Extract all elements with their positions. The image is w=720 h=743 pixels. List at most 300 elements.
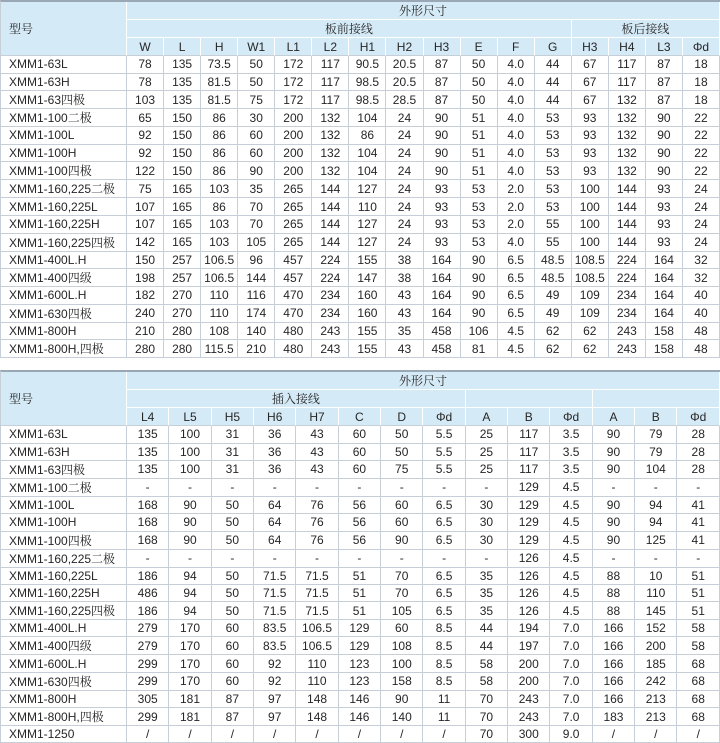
value-cell: 144	[312, 198, 349, 216]
value-cell: 150	[164, 145, 201, 163]
value-cell: 90	[461, 287, 498, 305]
table-row	[1, 74, 720, 92]
value-cell: 7.0	[550, 691, 592, 708]
table-row	[1, 673, 720, 691]
value-cell: 86	[201, 145, 238, 163]
value-cell: -	[212, 479, 254, 497]
value-cell: 94	[169, 602, 211, 620]
value-cell: 60	[339, 426, 381, 443]
value-cell: 224	[609, 252, 646, 270]
value-cell: 265	[275, 180, 312, 198]
value-cell: 172	[275, 74, 312, 92]
value-cell: 75	[238, 91, 275, 109]
value-cell: -	[381, 550, 423, 568]
value-cell: 35	[386, 323, 423, 341]
value-cell: 107	[127, 198, 164, 216]
col-header: W	[127, 38, 164, 56]
value-cell: 257	[164, 269, 201, 287]
value-cell: 2.0	[498, 216, 535, 234]
col-header: L5	[169, 408, 211, 426]
value-cell: 126	[508, 550, 550, 568]
value-cell: 64	[254, 514, 296, 531]
table-row	[1, 305, 720, 323]
value-cell: 257	[164, 252, 201, 270]
value-cell: -	[635, 550, 677, 568]
value-cell: 83.5	[254, 637, 296, 655]
value-cell: 68	[677, 673, 720, 691]
value-cell: 234	[609, 287, 646, 305]
value-cell: 50	[212, 585, 254, 602]
value-cell: 8.5	[423, 673, 465, 691]
value-cell: 117	[508, 426, 550, 443]
value-cell: 24	[386, 198, 423, 216]
value-cell: 299	[127, 673, 169, 691]
value-cell: 50	[212, 532, 254, 550]
value-cell: 51	[461, 145, 498, 163]
value-cell: 6.5	[423, 585, 465, 602]
value-cell: 35	[238, 180, 275, 198]
value-cell: -	[466, 479, 508, 497]
value-cell: 160	[349, 287, 386, 305]
value-cell: 152	[635, 620, 677, 637]
value-cell: 117	[609, 56, 646, 74]
value-cell: 51	[677, 585, 720, 602]
value-cell: 6.5	[498, 305, 535, 323]
value-cell: 4.5	[550, 585, 592, 602]
value-cell: 70	[238, 216, 275, 234]
value-cell: 170	[169, 637, 211, 655]
value-cell: 90	[381, 532, 423, 550]
value-cell: 35	[466, 602, 508, 620]
value-cell: 200	[275, 162, 312, 180]
col-header: B	[508, 408, 550, 426]
value-cell: 200	[635, 637, 677, 655]
value-cell: 58	[677, 620, 720, 637]
col-header: L1	[275, 38, 312, 56]
value-cell: 122	[127, 162, 164, 180]
value-cell: 4.5	[550, 532, 592, 550]
value-cell: 90.5	[349, 56, 386, 74]
value-cell: 83.5	[254, 620, 296, 637]
value-cell: 30	[466, 514, 508, 531]
value-cell: 90	[381, 691, 423, 708]
value-cell: 90	[461, 305, 498, 323]
value-cell: 116	[238, 287, 275, 305]
table-row	[1, 426, 720, 443]
value-cell: 50	[212, 497, 254, 514]
value-cell: 150	[127, 252, 164, 270]
outline-dimensions-table-plugin-wiring	[0, 370, 720, 743]
col-header: L3	[646, 38, 683, 56]
value-cell: 53	[461, 198, 498, 216]
value-cell: 4.0	[498, 145, 535, 163]
value-cell: 25	[466, 444, 508, 461]
value-cell: -	[423, 479, 465, 497]
value-cell: 108	[381, 637, 423, 655]
value-cell: 93	[646, 180, 683, 198]
value-cell: /	[127, 726, 169, 743]
value-cell: 6.5	[423, 568, 465, 585]
value-cell: 470	[275, 287, 312, 305]
value-cell: /	[254, 726, 296, 743]
table-row	[1, 568, 720, 585]
value-cell: 18	[683, 91, 720, 109]
value-cell: 243	[508, 691, 550, 708]
value-cell: 129	[339, 637, 381, 655]
value-cell: 90	[169, 532, 211, 550]
value-cell: 103	[127, 91, 164, 109]
value-cell: 6.5	[498, 252, 535, 270]
table-row	[1, 91, 720, 109]
col-header: G	[535, 38, 572, 56]
value-cell: 280	[164, 323, 201, 341]
value-cell: 243	[609, 340, 646, 358]
value-cell: 43	[386, 305, 423, 323]
value-cell: 210	[127, 323, 164, 341]
table-row	[1, 514, 720, 531]
value-cell: 129	[339, 620, 381, 637]
col-header: Φd	[677, 408, 720, 426]
value-cell: 79	[635, 444, 677, 461]
value-cell: 73.5	[201, 56, 238, 74]
value-cell: 200	[275, 127, 312, 145]
col-header: H3	[572, 38, 609, 56]
value-cell: 104	[349, 162, 386, 180]
value-cell: 3.5	[550, 426, 592, 443]
value-cell: 41	[677, 497, 720, 514]
value-cell: 4.0	[498, 109, 535, 127]
value-cell: 135	[164, 56, 201, 74]
value-cell: 100	[381, 655, 423, 672]
value-cell: 50	[461, 56, 498, 74]
value-cell: 242	[635, 673, 677, 691]
value-cell: 50	[212, 568, 254, 585]
model-cell: XMM1-100H	[1, 514, 127, 531]
value-cell: -	[169, 479, 211, 497]
value-cell: 90	[646, 162, 683, 180]
table-row	[1, 145, 720, 163]
table-row	[1, 726, 720, 743]
value-cell: 32	[683, 269, 720, 287]
value-cell: 457	[275, 269, 312, 287]
value-cell: 4.0	[498, 91, 535, 109]
value-cell: 170	[169, 620, 211, 637]
value-cell: 10	[635, 568, 677, 585]
value-cell: 3.5	[550, 444, 592, 461]
value-cell: 90	[593, 444, 635, 461]
value-cell: 50	[461, 74, 498, 92]
value-cell: 4.5	[550, 497, 592, 514]
value-cell: 129	[508, 514, 550, 531]
model-cell: XMM1-160,225L	[1, 568, 127, 585]
value-cell: 78	[127, 56, 164, 74]
value-cell: 115.5	[201, 340, 238, 358]
value-cell: 51	[461, 109, 498, 127]
value-cell: 5.5	[423, 426, 465, 443]
value-cell: 58	[466, 655, 508, 672]
value-cell: 103	[201, 180, 238, 198]
value-cell: 103	[201, 216, 238, 234]
value-cell: -	[593, 550, 635, 568]
value-cell: 51	[677, 602, 720, 620]
value-cell: 60	[212, 655, 254, 672]
value-cell: 24	[386, 145, 423, 163]
value-cell: 30	[238, 109, 275, 127]
model-cell: XMM1-63H	[1, 444, 127, 461]
value-cell: 48	[683, 323, 720, 341]
table-row	[1, 216, 720, 234]
value-cell: 6.5	[498, 269, 535, 287]
model-cell: XMM1-63四极	[1, 461, 127, 479]
value-cell: 30	[466, 532, 508, 550]
value-cell: 18	[683, 56, 720, 74]
value-cell: 117	[312, 56, 349, 74]
value-cell: 168	[127, 497, 169, 514]
value-cell: 146	[339, 708, 381, 726]
value-cell: 166	[593, 620, 635, 637]
value-cell: 11	[423, 691, 465, 708]
value-cell: 110	[201, 287, 238, 305]
value-cell: 155	[349, 340, 386, 358]
value-cell: 186	[127, 568, 169, 585]
value-cell: 43	[296, 426, 338, 443]
table-row	[1, 287, 720, 305]
value-cell: 90	[424, 109, 461, 127]
value-cell: 92	[127, 145, 164, 163]
value-cell: 22	[683, 109, 720, 127]
value-cell: 40	[683, 305, 720, 323]
value-cell: 150	[164, 109, 201, 127]
value-cell: 51	[461, 127, 498, 145]
value-cell: 58	[677, 637, 720, 655]
value-cell: 38	[386, 269, 423, 287]
col-header: H7	[296, 408, 338, 426]
model-cell: XMM1-100四极	[1, 532, 127, 550]
value-cell: 24	[386, 109, 423, 127]
value-cell: 117	[508, 444, 550, 461]
value-cell: 5.5	[423, 444, 465, 461]
value-cell: 155	[349, 252, 386, 270]
value-cell: 32	[683, 252, 720, 270]
value-cell: 70	[466, 708, 508, 726]
value-cell: 168	[127, 532, 169, 550]
value-cell: 164	[646, 305, 683, 323]
col-header: Φd	[683, 38, 720, 56]
value-cell: 50	[381, 426, 423, 443]
value-cell: 76	[296, 532, 338, 550]
value-cell: 106.5	[296, 620, 338, 637]
value-cell: 108	[201, 323, 238, 341]
value-cell: 270	[164, 305, 201, 323]
value-cell: 81.5	[201, 74, 238, 92]
value-cell: 126	[508, 585, 550, 602]
value-cell: 71.5	[254, 585, 296, 602]
col-header: H5	[212, 408, 254, 426]
value-cell: 164	[424, 252, 461, 270]
value-cell: 7.0	[550, 620, 592, 637]
value-cell: 100	[169, 461, 211, 479]
value-cell: 457	[275, 252, 312, 270]
value-cell: 100	[572, 216, 609, 234]
value-cell: 300	[508, 726, 550, 743]
value-cell: 174	[238, 305, 275, 323]
value-cell: 164	[424, 269, 461, 287]
value-cell: 53	[535, 109, 572, 127]
value-cell: 44	[466, 620, 508, 637]
value-cell: 70	[466, 691, 508, 708]
value-cell: 166	[593, 637, 635, 655]
value-cell: 265	[275, 216, 312, 234]
model-cell: XMM1-400L.H	[1, 252, 127, 270]
value-cell: 38	[386, 252, 423, 270]
value-cell: 53	[461, 234, 498, 252]
value-cell: 62	[535, 323, 572, 341]
value-cell: 90	[593, 497, 635, 514]
value-cell: 71.5	[296, 568, 338, 585]
col-header: Φd	[423, 408, 465, 426]
value-cell: -	[296, 479, 338, 497]
value-cell: 55	[535, 216, 572, 234]
value-cell: 129	[508, 479, 550, 497]
value-cell: /	[212, 726, 254, 743]
value-cell: 104	[349, 109, 386, 127]
value-cell: 132	[609, 145, 646, 163]
value-cell: 86	[201, 127, 238, 145]
value-cell: 185	[635, 655, 677, 672]
table-row	[1, 269, 720, 287]
value-cell: 90	[593, 426, 635, 443]
value-cell: 90	[461, 269, 498, 287]
value-cell: 129	[508, 532, 550, 550]
value-cell: 7.0	[550, 637, 592, 655]
value-cell: 28	[677, 426, 720, 443]
value-cell: 64	[254, 497, 296, 514]
value-cell: 60	[212, 620, 254, 637]
table-row	[1, 323, 720, 341]
value-cell: 86	[201, 198, 238, 216]
value-cell: 93	[572, 127, 609, 145]
value-cell: 140	[238, 323, 275, 341]
value-cell: 51	[677, 568, 720, 585]
value-cell: 93	[424, 234, 461, 252]
value-cell: -	[254, 550, 296, 568]
value-cell: 132	[609, 127, 646, 145]
value-cell: 110	[349, 198, 386, 216]
value-cell: 240	[127, 305, 164, 323]
value-cell: 127	[349, 216, 386, 234]
value-cell: 108.5	[572, 252, 609, 270]
value-cell: 104	[349, 145, 386, 163]
table-row	[1, 585, 720, 602]
value-cell: 60	[212, 637, 254, 655]
value-cell: 144	[609, 198, 646, 216]
value-cell: 117	[508, 461, 550, 479]
value-cell: 106.5	[296, 637, 338, 655]
value-cell: 93	[572, 145, 609, 163]
table-row	[1, 234, 720, 252]
value-cell: 24	[683, 180, 720, 198]
value-cell: 2.0	[498, 180, 535, 198]
value-cell: 86	[349, 127, 386, 145]
table-title: 外形尺寸	[127, 2, 720, 20]
value-cell: /	[169, 726, 211, 743]
value-cell: 4.5	[550, 550, 592, 568]
value-cell: 6.5	[423, 514, 465, 531]
value-cell: 67	[572, 91, 609, 109]
value-cell: 160	[349, 305, 386, 323]
table-row	[1, 444, 720, 461]
value-cell: 148	[296, 691, 338, 708]
value-cell: 186	[127, 602, 169, 620]
value-cell: 64	[254, 532, 296, 550]
value-cell: 56	[339, 514, 381, 531]
value-cell: 36	[254, 461, 296, 479]
value-cell: 165	[164, 216, 201, 234]
table-row	[1, 602, 720, 620]
value-cell: 67	[572, 56, 609, 74]
value-cell: 243	[508, 708, 550, 726]
value-cell: 36	[254, 426, 296, 443]
value-cell: 93	[646, 216, 683, 234]
col-header: A	[593, 408, 635, 426]
value-cell: 117	[312, 91, 349, 109]
value-cell: 224	[312, 269, 349, 287]
value-cell: 166	[593, 655, 635, 672]
value-cell: 28	[677, 444, 720, 461]
value-cell: 132	[609, 91, 646, 109]
value-cell: 90	[424, 145, 461, 163]
value-cell: 270	[164, 287, 201, 305]
table-row	[1, 655, 720, 672]
value-cell: 4.0	[498, 74, 535, 92]
value-cell: 36	[254, 444, 296, 461]
value-cell: /	[296, 726, 338, 743]
value-cell: 62	[535, 340, 572, 358]
value-cell: 132	[312, 145, 349, 163]
value-cell: 41	[677, 532, 720, 550]
value-cell: 53	[535, 145, 572, 163]
model-cell: XMM1-100二极	[1, 109, 127, 127]
value-cell: 70	[466, 726, 508, 743]
value-cell: -	[169, 550, 211, 568]
value-cell: 280	[164, 340, 201, 358]
value-cell: 100	[169, 426, 211, 443]
value-cell: 31	[212, 461, 254, 479]
value-cell: 144	[312, 216, 349, 234]
value-cell: 200	[275, 109, 312, 127]
value-cell: 480	[275, 340, 312, 358]
value-cell: 123	[339, 673, 381, 691]
value-cell: 90	[424, 162, 461, 180]
value-cell: 158	[646, 340, 683, 358]
value-cell: 135	[127, 461, 169, 479]
value-cell: 6.5	[423, 497, 465, 514]
value-cell: 110	[635, 585, 677, 602]
value-cell: 93	[424, 216, 461, 234]
value-cell: 93	[646, 234, 683, 252]
col-header: H2	[386, 38, 423, 56]
value-cell: 24	[386, 180, 423, 198]
model-cell: XMM1-160,225H	[1, 216, 127, 234]
value-cell: 56	[339, 497, 381, 514]
model-cell: XMM1-100四极	[1, 162, 127, 180]
value-cell: 53	[461, 216, 498, 234]
value-cell: 60	[238, 127, 275, 145]
table-row	[1, 532, 720, 550]
model-cell: XMM1-800H	[1, 691, 127, 708]
value-cell: 44	[535, 91, 572, 109]
value-cell: 90	[646, 145, 683, 163]
